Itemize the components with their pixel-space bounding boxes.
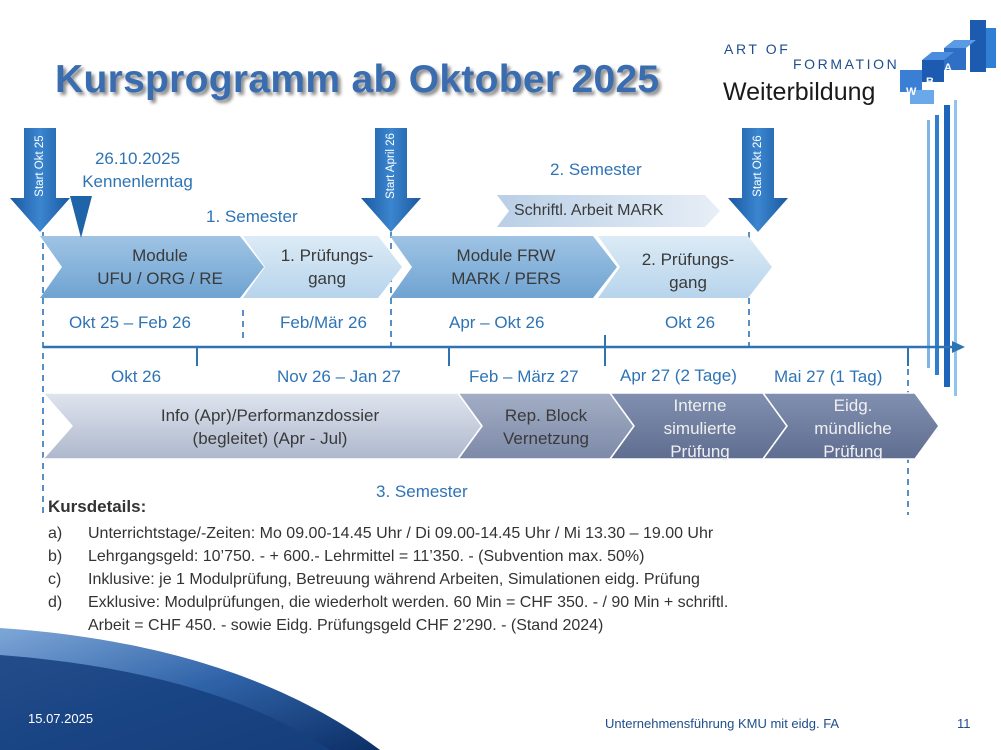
details-item-c bbox=[48, 568, 728, 591]
chevron-interne-line1: Interne bbox=[673, 396, 727, 415]
details-text-b: Lehrgangsgeld: 10’750. - + 600.- Lehrmittel = 11’350. - (Subvention max. 50%) bbox=[88, 548, 645, 565]
footer-date: 15.07.2025 bbox=[28, 711, 94, 726]
schriftl-label: Schriftl. Arbeit MARK bbox=[514, 202, 664, 219]
chevron-module-line1: Module bbox=[132, 246, 188, 265]
details-key-d: d) bbox=[48, 594, 63, 611]
chevron-rep-block-text bbox=[478, 404, 614, 450]
chevron-eidg-text bbox=[785, 394, 921, 463]
marker-label-april26: Start April 26 bbox=[385, 133, 397, 199]
chevron-info-text bbox=[90, 404, 450, 450]
logo-letter-a: A bbox=[944, 62, 952, 74]
chevron-eidg-line1: Eidg. bbox=[833, 396, 873, 415]
period-lower-1: Okt 26 bbox=[111, 367, 162, 386]
period-upper-4: Okt 26 bbox=[665, 313, 716, 332]
semester-2-label: 2. Semester bbox=[550, 160, 642, 179]
kennenlern-arrow bbox=[70, 196, 92, 238]
details-text-a: Unterrichtstage/-Zeiten: Mo 09.00-14.45 Uhr / Di 09.00-14.45 Uhr / Mi 13.30 – 19.00 Uhr bbox=[88, 525, 714, 542]
chevron-rep-block-line1: Rep. Block bbox=[504, 406, 588, 425]
marker-label-okt25: Start Okt 25 bbox=[34, 135, 46, 197]
details-heading: Kursdetails: bbox=[48, 497, 147, 516]
details-text-c: Inklusive: je 1 Modulprüfung, Betreuung während Arbeiten, Simulationen eidg. Prüfung bbox=[88, 571, 700, 588]
period-lower-4: Apr 27 (2 Tage) bbox=[620, 366, 737, 385]
details-key-b: b) bbox=[48, 548, 63, 565]
chevron-module-line2: UFU / ORG / RE bbox=[97, 269, 223, 288]
chevron-module-frw-line2: MARK / PERS bbox=[451, 269, 561, 288]
details-key-a: a) bbox=[48, 525, 63, 542]
footer-course: Unternehmensführung KMU mit eidg. FA bbox=[605, 716, 840, 731]
logo-letter-w: W bbox=[906, 86, 917, 98]
course-details bbox=[48, 497, 728, 637]
chevron-module-text bbox=[60, 244, 260, 290]
period-lower-2: Nov 26 – Jan 27 bbox=[277, 367, 401, 386]
corner-decoration bbox=[0, 628, 380, 750]
details-item-a bbox=[48, 522, 728, 545]
logo-word: Weiterbildung bbox=[723, 78, 876, 106]
chevron-pruefung1-line1: 1. Prüfungs- bbox=[280, 246, 374, 265]
logo-line2: FORMATION bbox=[793, 56, 900, 72]
kennenlern-date: 26.10.2025 bbox=[94, 149, 181, 168]
details-text-d: Exklusive: Modulprüfungen, die wiederholt werden. 60 Min = CHF 350. - / 90 Min + schriftl. bbox=[88, 594, 729, 611]
chevron-eidg-line3: Prüfung bbox=[823, 442, 883, 461]
chevron-pruefung1-text bbox=[262, 244, 392, 290]
logo-letter-b: B bbox=[926, 76, 934, 88]
details-item-b bbox=[48, 545, 728, 568]
chevron-rep-block-line2: Vernetzung bbox=[502, 429, 589, 448]
kennenlern-text: Kennenlerntag bbox=[82, 172, 193, 191]
footer-page-number: 11 bbox=[957, 716, 971, 731]
marker-label-okt26: Start Okt 26 bbox=[752, 135, 764, 197]
logo-line1: ART OF bbox=[724, 41, 791, 57]
chevron-pruefung2-text bbox=[616, 248, 760, 294]
semester-1-label: 1. Semester bbox=[206, 207, 298, 226]
chevron-interne-text bbox=[632, 394, 768, 463]
timeline-axis bbox=[43, 335, 965, 366]
period-lower-3: Feb – März 27 bbox=[469, 367, 579, 386]
details-item-d bbox=[48, 591, 728, 614]
chevron-module-frw-text bbox=[408, 244, 604, 290]
chevron-info-line2: (begleitet) (Apr - Jul) bbox=[192, 429, 348, 448]
chevron-eidg-line2: mündliche bbox=[814, 419, 892, 438]
details-text-d-cont: Arbeit = CHF 450. - sowie Eidg. Prüfungsgeld CHF 2’290. - (Stand 2024) bbox=[88, 617, 604, 634]
chevron-info-line1: Info (Apr)/Performanzdossier bbox=[160, 406, 380, 425]
chevron-module-frw-line1: Module FRW bbox=[456, 246, 556, 265]
chevron-pruefung2-line2: gang bbox=[669, 273, 707, 292]
chevron-interne-line2: simulierte bbox=[663, 419, 737, 438]
details-key-c: c) bbox=[48, 571, 62, 588]
semester-3-label: 3. Semester bbox=[376, 482, 468, 501]
period-upper-1: Okt 25 – Feb 26 bbox=[69, 313, 191, 332]
period-upper-2: Feb/Mär 26 bbox=[280, 313, 367, 332]
period-lower-5: Mai 27 (1 Tag) bbox=[774, 367, 883, 386]
chevron-interne-line3: Prüfung bbox=[670, 442, 730, 461]
period-upper-3: Apr – Okt 26 bbox=[449, 313, 545, 332]
chevron-pruefung2-line1: 2. Prüfungs- bbox=[641, 250, 735, 269]
page-title: Kursprogramm ab Oktober 2025 bbox=[55, 58, 660, 101]
chevron-pruefung1-line2: gang bbox=[308, 269, 346, 288]
